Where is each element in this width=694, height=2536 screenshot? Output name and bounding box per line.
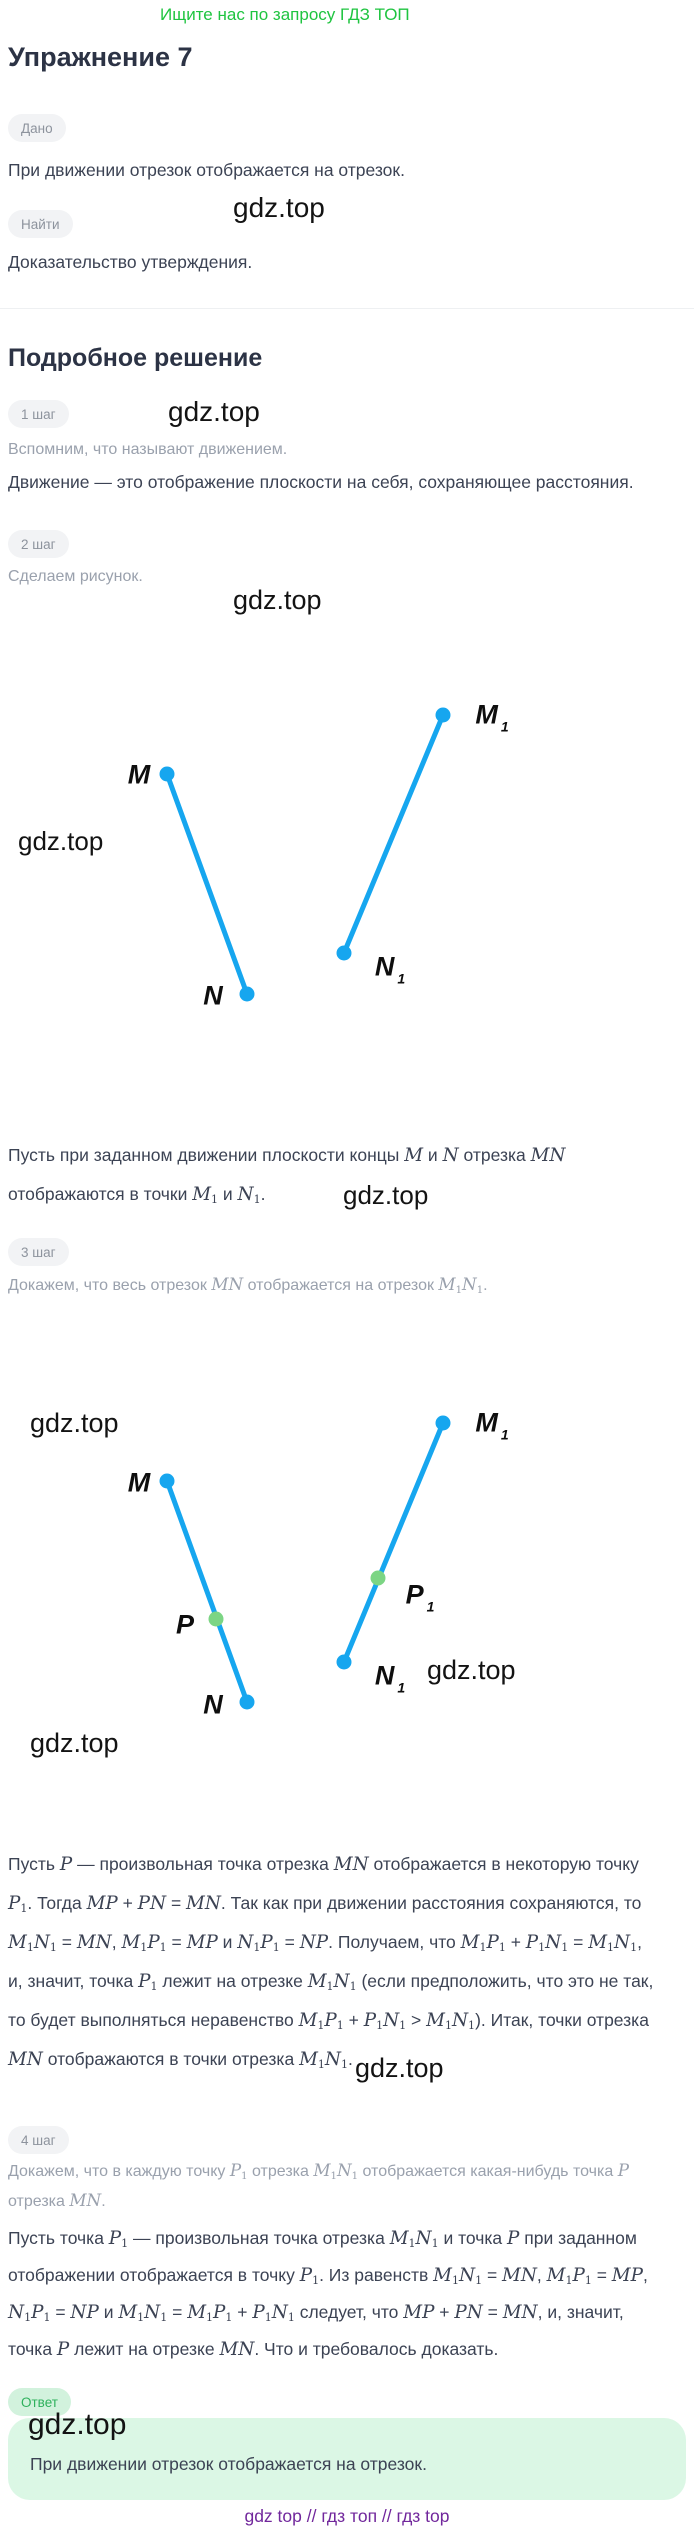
paragraph-step3-proof: Пусть P — произвольная точка отрезка MN отображается в некоторую точку $P_1$. Тогда MP + PN = MN. Так как при движении расстояния сохраняются, то $M_1N_1$ = MN, $M_1P_1$ = MP и $N_1P_1$ = NP. Получаем, что $M_1P_1 + P_1N_1 = M_1N_1$, и, значит, точка $P_1$ лежит на отрезке $M_1N_1$ (если предположить, что это не так, то будет выполняться неравенство $M_1P_1 + P_1N_1 > M_1N_1$). Итак, точки отрезка MN отображаются в точки отрезка $M_1N_1$. bbox=[8, 1854, 654, 2071]
math-symbol: $P_1$ bbox=[138, 1971, 158, 1993]
math-symbol: $M_1$ bbox=[8, 1932, 34, 1954]
given-text: При движении отрезок отображается на отрезок. bbox=[8, 160, 405, 180]
math-symbol: $N_1$ bbox=[614, 1932, 638, 1954]
math-symbol: $P_1$ bbox=[572, 2265, 592, 2287]
watermark-paragraph1: gdz.top bbox=[343, 1180, 429, 1210]
math-symbol: $P_1$ bbox=[299, 2265, 320, 2287]
math-symbol: $M_1$ bbox=[460, 1932, 487, 1954]
math-symbol: N bbox=[442, 1145, 459, 1166]
math-symbol: MN bbox=[333, 1854, 369, 1875]
step3-note: Докажем, что весь отрезок MN отображается на отрезок $M_1N_1$. bbox=[8, 1274, 488, 1296]
math-symbol: $N_1$ bbox=[33, 1932, 57, 1954]
footer-tags: gdz top // гдз топ // гдз top bbox=[244, 2506, 450, 2526]
point-N bbox=[240, 1695, 255, 1710]
math-symbol: $M_1$ bbox=[118, 2302, 145, 2324]
section-divider bbox=[0, 308, 694, 309]
math-symbol: $M_1$ bbox=[121, 1932, 148, 1954]
point-P bbox=[209, 1612, 224, 1627]
math-symbol: MN bbox=[502, 2302, 538, 2323]
point-N1 bbox=[337, 1655, 352, 1670]
math-symbol: $N_1$ bbox=[8, 2302, 32, 2324]
point-M bbox=[160, 1474, 175, 1489]
step1-badge: 1 шаг bbox=[8, 400, 69, 428]
math-symbol: NP bbox=[299, 1932, 329, 1953]
page-title: Упражнение 7 bbox=[8, 42, 193, 72]
math-symbol: MP bbox=[86, 1893, 118, 1914]
math-symbol: $N_1$ bbox=[336, 2160, 359, 2182]
segment-M-N bbox=[167, 774, 247, 994]
watermark-above-figure1: gdz.top bbox=[233, 585, 322, 615]
math-symbol: $M_1$ bbox=[313, 2160, 337, 2182]
segment-M-N bbox=[167, 1481, 247, 1702]
math-symbol: $N_1$ bbox=[333, 1971, 357, 1993]
math-symbol: $P_1$ bbox=[108, 2228, 129, 2250]
segment-M1-N1 bbox=[344, 1423, 443, 1662]
math-symbol: $N_1$ bbox=[144, 2302, 168, 2324]
point-M1 bbox=[436, 708, 451, 723]
math-symbol: $M_1$ bbox=[433, 2265, 459, 2287]
watermark-figure1-left: gdz.top bbox=[18, 826, 104, 856]
math-symbol: $N_1$ bbox=[458, 2265, 483, 2287]
point-label-N: N bbox=[203, 1689, 223, 1720]
math-symbol: MN bbox=[76, 1932, 112, 1953]
math-symbol: $M_1$ bbox=[438, 1274, 463, 1296]
find-text: Доказательство утверждения. bbox=[8, 252, 253, 272]
point-N1 bbox=[337, 946, 352, 961]
math-symbol: $M_1$ bbox=[298, 2010, 325, 2032]
math-symbol: MN bbox=[219, 2339, 255, 2360]
math-symbol: $P_1$ bbox=[147, 1932, 167, 1954]
math-symbol: MN bbox=[502, 2265, 537, 2286]
step1-note: Вспомним, что называют движением. bbox=[8, 441, 288, 458]
watermark-figure2-right: gdz.top bbox=[427, 1655, 516, 1685]
math-symbol: $P_1$ bbox=[31, 2302, 51, 2324]
math-symbol: PN bbox=[454, 2302, 483, 2323]
math-symbol: $N_1$ bbox=[451, 2010, 476, 2032]
watermark-figure2-topleft: gdz.top bbox=[30, 1408, 119, 1438]
step4-badge: 4 шаг bbox=[8, 2126, 69, 2154]
point-label-N1: N $_1$ bbox=[374, 951, 406, 987]
math-symbol: $M_1$ bbox=[307, 1971, 334, 1993]
math-symbol: MP bbox=[403, 2302, 435, 2323]
point-N bbox=[240, 987, 255, 1002]
segment-M1-N1 bbox=[344, 715, 443, 953]
math-symbol: $P_1$ bbox=[252, 2302, 272, 2324]
point-label-M: M bbox=[127, 1467, 151, 1498]
point-label-N1: N $_1$ bbox=[374, 1660, 406, 1696]
math-symbol: $N_1$ bbox=[324, 2049, 348, 2071]
math-symbol: MN bbox=[530, 1145, 566, 1166]
math-symbol: P bbox=[617, 2160, 629, 2180]
math-symbol: $N_1$ bbox=[415, 2228, 439, 2250]
point-label-P1: P $_1$ bbox=[405, 1579, 435, 1615]
math-symbol: $N_1$ bbox=[462, 1274, 484, 1296]
math-symbol: $M_1$ bbox=[187, 2302, 214, 2324]
math-symbol: M bbox=[404, 1145, 424, 1166]
math-symbol: $N_1$ bbox=[545, 1932, 569, 1954]
point-label-P: P bbox=[175, 1609, 195, 1640]
step3-badge: 3 шаг bbox=[8, 1238, 69, 1266]
step1-text: Движение — это отображение плоскости на себя, сохраняющее расстояния. bbox=[8, 472, 634, 492]
find-badge: Найти bbox=[8, 210, 73, 238]
step2-note: Сделаем рисунок. bbox=[8, 568, 143, 585]
math-symbol: $M_1$ bbox=[299, 2049, 325, 2071]
step4-note: Докажем, что в каждую точку $P_1$ отрезка $M_1N_1$ отображается какая-нибудь точка P отрезка MN. bbox=[8, 2160, 629, 2210]
point-label-M1: M $_1$ bbox=[475, 1407, 509, 1443]
math-symbol: $M_1$ bbox=[426, 2010, 452, 2032]
math-symbol: PN bbox=[137, 1893, 167, 1914]
math-symbol: MN bbox=[211, 1274, 244, 1294]
watermark-top: gdz.top bbox=[233, 192, 325, 223]
math-symbol: MN bbox=[69, 2190, 102, 2210]
math-symbol: $P_1$ bbox=[260, 1932, 280, 1954]
paragraph-endpoints-map: Пусть при заданном движении плоскости концы M и N отрезка MN отображаются в точки $M_1$ и $N_1$. bbox=[8, 1145, 566, 1206]
math-symbol: $P_1$ bbox=[525, 1932, 546, 1954]
math-symbol: $M_1$ bbox=[192, 1184, 219, 1206]
answer-badge: Ответ bbox=[8, 2388, 71, 2416]
math-symbol: $P_1$ bbox=[324, 2010, 344, 2032]
math-symbol: $P_1$ bbox=[363, 2010, 384, 2032]
math-symbol: $P_1$ bbox=[486, 1932, 506, 1954]
point-M bbox=[160, 767, 175, 782]
point-label-N: N bbox=[203, 980, 223, 1011]
point-P1 bbox=[371, 1571, 386, 1586]
math-symbol: $N_1$ bbox=[271, 2302, 295, 2324]
solution-heading: Подробное решение bbox=[8, 344, 263, 372]
answer-text: При движении отрезок отображается на отрезок. bbox=[30, 2454, 427, 2474]
math-symbol: $M_1$ bbox=[389, 2228, 416, 2250]
promo-link[interactable]: Ищите нас по запросу ГДЗ ТОП bbox=[160, 5, 410, 24]
diagram-canvas bbox=[0, 640, 694, 1060]
math-symbol: $P_1$ bbox=[8, 1893, 28, 1915]
math-symbol: $P_1$ bbox=[229, 2160, 248, 2182]
math-symbol: MP bbox=[611, 2265, 643, 2286]
point-label-M: M bbox=[127, 759, 151, 790]
math-symbol: $N_1$ bbox=[237, 1932, 261, 1954]
math-symbol: $N_1$ bbox=[383, 2010, 407, 2032]
math-symbol: P bbox=[56, 2339, 70, 2360]
math-symbol: P bbox=[59, 1854, 73, 1875]
watermark-answer: gdz.top bbox=[28, 2408, 127, 2441]
math-symbol: $P_1$ bbox=[213, 2302, 233, 2324]
watermark-paragraph2: gdz.top bbox=[355, 2053, 444, 2083]
point-M1 bbox=[436, 1416, 451, 1431]
given-badge: Дано bbox=[8, 114, 66, 142]
paragraph-step4-proof: Пусть точка $P_1$ — произвольная точка отрезка $M_1N_1$ и точка P при заданном отображении отображается в точку $P_1$. Из равенств $M_1N_1$ = MN, $M_1P_1$ = MP, $N_1P_1$ = NP и $M_1N_1 = M_1P_1 + P_1N_1$ следует, что MP + PN = MN, и, значит, точка P лежит на отрезке MN. Что и требовалось доказать. bbox=[8, 2228, 648, 2360]
math-symbol: MN bbox=[8, 2049, 43, 2070]
math-symbol: $N_1$ bbox=[237, 1184, 261, 1206]
point-label-M1: M $_1$ bbox=[475, 699, 509, 735]
math-symbol: $M_1$ bbox=[546, 2265, 573, 2287]
math-symbol: P bbox=[507, 2228, 520, 2249]
step2-badge: 2 шаг bbox=[8, 530, 69, 558]
math-symbol: $M_1$ bbox=[588, 1932, 615, 1954]
math-symbol: MN bbox=[186, 1893, 221, 1914]
math-symbol: MP bbox=[186, 1932, 218, 1953]
figure-segments-mn bbox=[0, 640, 694, 1060]
watermark-step1: gdz.top bbox=[168, 396, 260, 427]
math-symbol: NP bbox=[70, 2302, 99, 2323]
watermark-figure2-bottomleft: gdz.top bbox=[30, 1728, 119, 1758]
